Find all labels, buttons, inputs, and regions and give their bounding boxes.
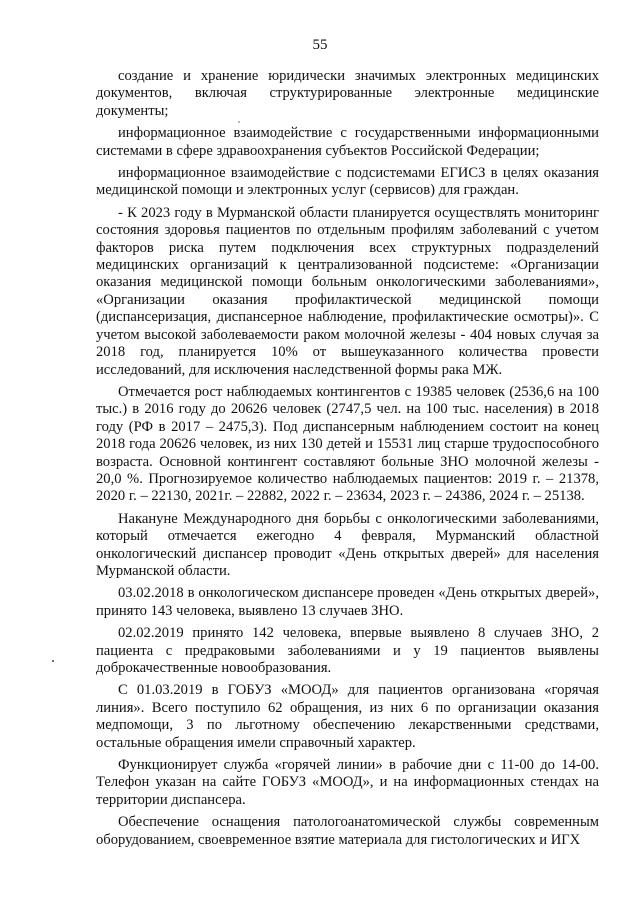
paragraph-contingent-growth: Отмечается рост наблюдаемых контингентов с 19385 человек (2536,6 на 100 тыс.) в 2016 году до 20626 человек (2747,5 чел. на 100 тыс. населения) в 2018 году (РФ в 2017 – 2475,3). Под диспансерным наблюдением состоит на конец 2018 года 20626 человек, из них 130 детей и 15531 лиц старше трудоспособного возраста. Основной контингент составляют больные ЗНО молочной железы - 20,0 %. Прогнозируемое количество наблюдаемых пациентов: 2019 г. – 21378, 2020 г. – 22130, 2021г. – 22882, 2022 г. – 23634, 2023 г. – 24386, 2024 г. – 25138.	[96, 383, 599, 505]
paragraph-hotline: С 01.03.2019 в ГОБУЗ «МООД» для пациентов организована «горячая линия». Всего поступило 62 обращения, из них 6 по организации оказания медпомощи, 3 по льготному обеспечению лекарственными средствами, остальные обращения имели справочный характер.	[96, 682, 599, 751]
paragraph-pathology-equipment: Обеспечение оснащения патологоанатомической службы современным оборудованием, своевременное взятие материала для гистологических и ИГХ	[96, 814, 599, 848]
paragraph-hotline-hours: Функционирует служба «горячей линии» в рабочие дни с 11-00 до 14-00. Телефон указан на сайте ГОБУЗ «МООД», и на информационных стендах на территории диспансера.	[96, 757, 599, 808]
paragraph-edms-documents: создание и хранение юридически значимых электронных медицинских документов, включая структурированные электронные медицинские документы;	[96, 68, 599, 119]
paragraph-monitoring-2023: - К 2023 году в Мурманской области планируется осуществлять мониторинг состояния здоровья пациентов по отдельным профилям заболеваний с учетом факторов риска путем подключения всех структурных подразделений медицинских организаций к централизованной подсистеме: «Организации оказания медицинской помощи больным онкологическими заболеваниями», «Организации оказания профилактической медицинской помощи (диспансеризация, диспансерное наблюдение, профилактические осмотры)». С учетом высокой заболеваемости раком молочной железы - 404 новых случая за 2018 год, планируется 10% от вышеуказанного количества провести исследований, для исключения наследственной формы рака МЖ.	[96, 204, 599, 378]
document-body	[96, 68, 599, 849]
scan-speck	[52, 660, 54, 662]
paragraph-2018-event: 03.02.2018 в онкологическом диспансере проведен «День открытых дверей», принято 143 человека, выявлено 13 случаев ЗНО.	[96, 585, 599, 619]
scan-speck	[238, 121, 240, 123]
paragraph-2019-event: 02.02.2019 принято 142 человека, впервые выявлено 8 случаев ЗНО, 2 пациента с предраковыми заболеваниями и у 19 пациентов выявлены доброкачественные новообразования.	[96, 625, 599, 676]
paragraph-egisz-interaction: информационное взаимодействие с подсистемами ЕГИСЗ в целях оказания медицинской помощи и электронных услуг (сервисов) для граждан.	[96, 165, 599, 199]
paragraph-open-doors-day: Накануне Международного дня борьбы с онкологическими заболеваниями, который отмечается ежегодно 4 февраля, Мурманский областной онкологический диспансер проводит «День открытых дверей» для населения Мурманской области.	[96, 510, 599, 579]
page-number: 55	[312, 37, 328, 53]
paragraph-state-systems: информационное взаимодействие с государственными информационными системами в сфере здравоохранения субъектов Российской Федерации;	[96, 125, 599, 159]
